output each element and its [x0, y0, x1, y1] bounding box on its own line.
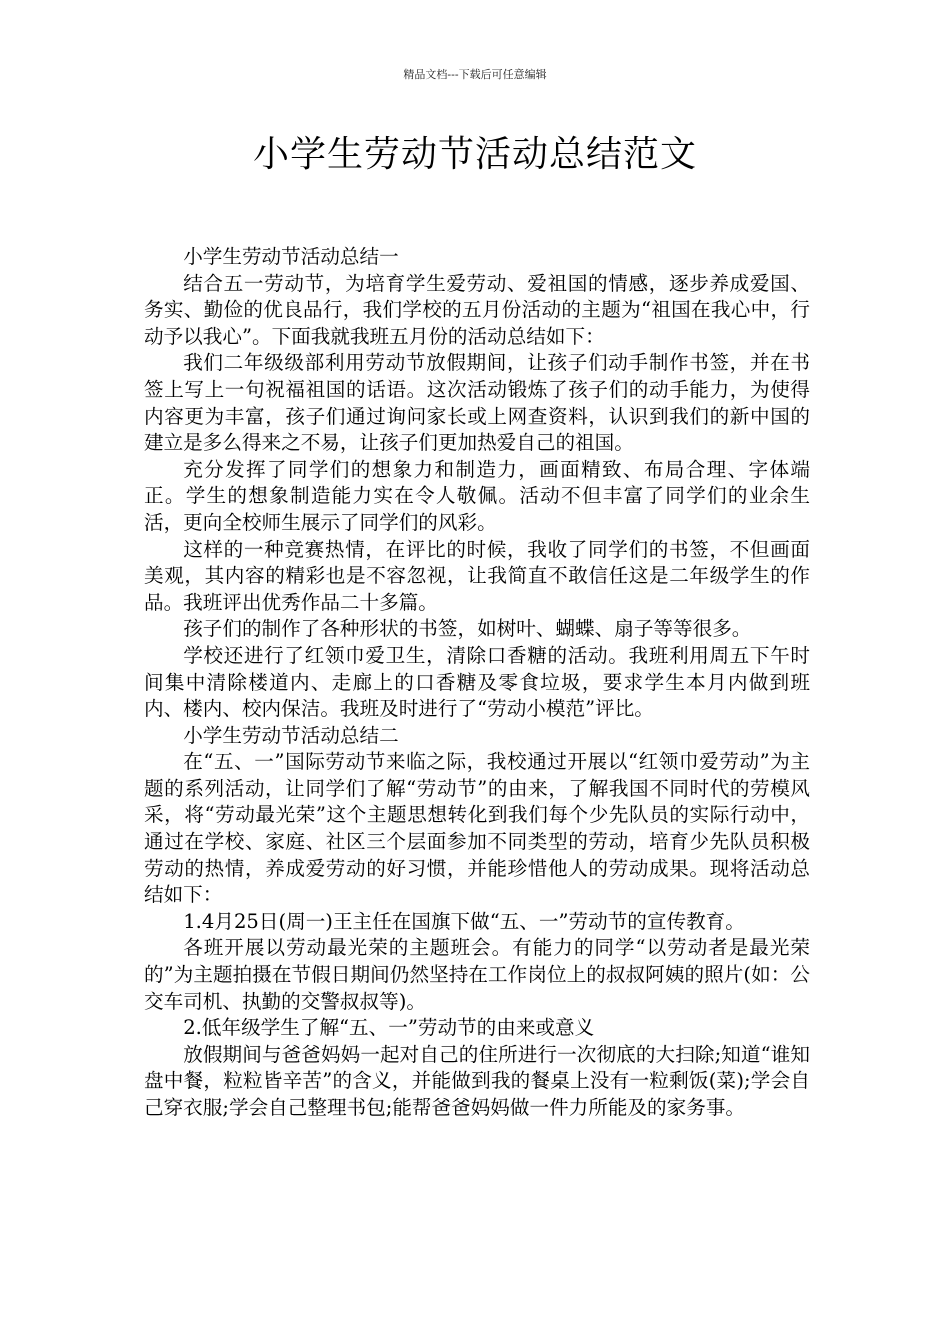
header-note: 精品文档---下载后可任意编辑	[403, 68, 547, 81]
paragraph: 结合五一劳动节，为培育学生爱劳动、爱祖国的情感，逐步养成爱国、务实、勤俭的优良品行，我们学校的五月份活动的主题为“祖国在我心中，行动予以我心”。下面我就我班五月份的活动总结如下：	[144, 271, 810, 348]
paragraph: 在“五、一”国际劳动节来临之际，我校通过开展以“红领巾爱劳动”为主题的系列活动，让同学们了解“劳动节”的由来，了解我国不同时代的劳模风采，将“劳动最光荣”这个主题思想转化到我们每个少先队员的实际行动中，通过在学校、家庭、社区三个层面参加不同类型的劳动，培育少先队员积极劳动的热情，养成爱劳动的好习惯，并能珍惜他人的劳动成果。现将活动总结如下：	[144, 750, 810, 907]
paragraph: 学校还进行了红领巾爱卫生，清除口香糖的活动。我班利用周五下午时间集中清除楼道内、走廊上的口香糖及零食垃圾，要求学生本月内做到班内、楼内、校内保洁。我班及时进行了“劳动小模范”评比。	[144, 643, 810, 721]
paragraph: 2.低年级学生了解“五、一”劳动节的由来或意义	[183, 1016, 595, 1040]
section-heading: 小学生劳动节活动总结二	[183, 723, 399, 747]
paragraph: 充分发挥了同学们的想象力和制造力，画面精致、布局合理、字体端正。学生的想象制造能力实在令人敬佩。活动不但丰富了同学们的业余生活，更向全校师生展示了同学们的风彩。	[144, 457, 810, 534]
paragraph: 孩子们的制作了各种形状的书签，如树叶、蝴蝶、扇子等等很多。	[183, 617, 752, 641]
paragraph: 各班开展以劳动最光荣的主题班会。有能力的同学“以劳动者是最光荣的”为主题拍摄在节假日期间仍然坚持在工作岗位上的叔叔阿姨的照片(如：公交车司机、执勤的交警叔叔等)。	[144, 936, 810, 1013]
paragraph: 我们二年级级部利用劳动节放假期间，让孩子们动手制作书签，并在书签上写上一句祝福祖国的话语。这次活动锻炼了孩子们的动手能力，为使得内容更为丰富，孩子们通过询问家长或上网查资料，认识到我们的新中国的建立是多么得来之不易，让孩子们更加热爱自己的祖国。	[144, 351, 810, 455]
paragraph: 放假期间与爸爸妈妈一起对自己的住所进行一次彻底的大扫除;知道“谁知盘中餐，粒粒皆辛苦”的含义，并能做到我的餐桌上没有一粒剩饭(菜);学会自己穿衣服;学会自己整理书包;能帮爸爸妈妈做一件力所能及的家务事。	[144, 1042, 810, 1119]
section-heading: 小学生劳动节活动总结一	[183, 245, 399, 268]
page-title: 小学生劳动节活动总结范文	[252, 134, 697, 175]
paragraph: 1.4月25日(周一)王主任在国旗下做“五、一”劳动节的宣传教育。	[183, 909, 745, 933]
paragraph: 这样的一种竞赛热情，在评比的时候，我收了同学们的书签，不但画面美观，其内容的精彩也是不容忽视，让我简直不敢信任这是二年级学生的作品。我班评出优秀作品二十多篇。	[144, 537, 810, 614]
document-body	[144, 244, 810, 1122]
